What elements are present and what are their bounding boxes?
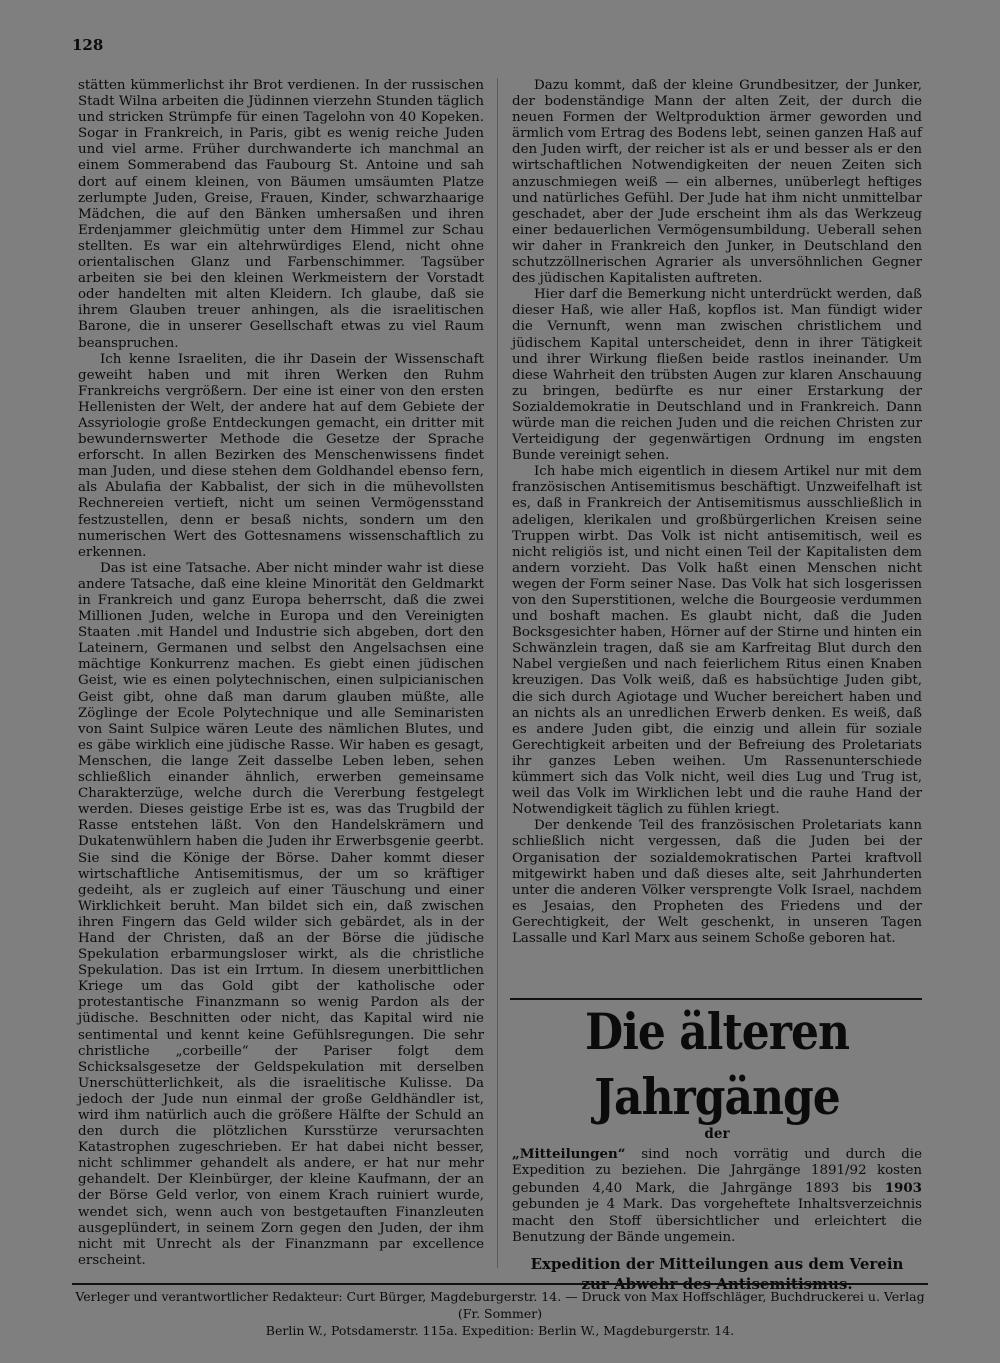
paragraph: Das ist eine Tatsache. Aber nicht minder wahr ist diese andere Tatsache, daß eine kleine Minorität den Geldmarkt in Frankreich und ganz Europa beherrscht, daß die zwei Millionen Juden, welche in Europa und den Vereinigten Staaten .mit Handel und Industrie sich abgeben, dort den Lateinern, Germanen und selbst den Angelsachsen eine mächtige Konkurrenz machen. Es giebt einen jüdischen Geist, wie es einen polytechnischen, einen sulpicianischen Geist gibt, ohne daß man darum glauben müßte, alle Zöglinge der Ecole Polytechnique und alle Seminaristen von Saint Sulpice wären Leute des nämlichen Blutes, und es gäbe wirklich eine jüdische Rasse. Wir haben es gesagt, Menschen, die lange Zeit dasselbe Leben leben, sehen schließlich einander ähnlich, erwerben gemeinsame Charakterzüge, welche durch die Vererbung festgelegt werden. Dieses geistige Erbe ist es, was das Trugbild der Rasse entstehen läßt. Von den Handelskrämern und Dukatenwühlern haben die Juden ihr Erwerbsgenie geerbt. Sie sind die Könige der Börse. Daher kommt dieser wirtschaftliche Antisemitismus, der um so kräftiger gedeiht, als er zugleich auf einer Täuschung und einer Wirklichkeit beruht. Man bildet sich ein, daß zwischen ihren Fingern das Geld wilder sich gebärdet, als in der Hand der Christen, daß an der Börse die jüdische Spekulation erbarmungsloser wirkt, als die christliche Spekulation. Das ist ein Irrtum. In diesem unerbittlichen Kriege um das Gold gibt der katholische oder protestantische Finanzmann so wenig Pardon als der jüdische. Beschnitten oder nicht, das Kapital wird nie sentimental und kennt keine Gefühlsregungen. Die sehr christliche „corbeille“ der Pariser folgt dem Schicksalsgesetze der Geldspekulation mit derselben Unerschütterlichkeit, als die israelitische Kulisse. Da jedoch der Jude nun einmal der große Geldhändler ist, wird ihm natürlich auch die größere Hälfte der Schuld an den durch die plötzlichen Kursstürze verursachten Katastrophen zugeschrieben. Er hat dabei nicht besser, nicht schlimmer gehandelt als andere, er hat nur mehr gehandelt. Der Kleinbürger, der kleine Kaufmann, der an der Börse Geld verlor, von einem Krach ruiniert wurde, wendet sich, wenn auch von bestgetauften Finanzleuten ausgeplündert, in seinem Zorn gegen den Juden, der ihm nicht mit Unrecht als der Finanzmann par excellence erscheint. <box>78 560 484 1268</box>
left-column <box>78 78 484 1269</box>
advertisement-der: der <box>704 1126 730 1142</box>
page-number: 128 <box>72 36 104 54</box>
imprint-line: Berlin W., Potsdamerstr. 115a. Expedition: Berlin W., Magdeburgerstr. 14. <box>265 1323 735 1338</box>
paragraph: Hier darf die Bemerkung nicht unterdrückt werden, daß dieser Haß, wie aller Haß, kopflos ist. Man fündigt wider die Vernunft, wenn man zwischen christlichem und jüdischem Kapital unterscheidet, denn in ihrer Tätigkeit und ihrer Wirkung fließen beide rastlos ineinander. Um diese Wahrheit den trübsten Augen zur klaren Anschauung zu bringen, bedürfte es nur einer Erstarkung der Sozialdemokratie in Deutschland und in Frankreich. Dann würde man die reichen Juden und die reichen Christen zur Verteidigung der gegenwärtigen Ordnung im engsten Bunde vereinigt sehen. <box>512 287 922 464</box>
advertisement <box>512 1004 922 1294</box>
mitteilungen-title: „Mitteilungen“ <box>512 1146 626 1162</box>
paragraph: Der denkende Teil des französischen Proletariats kann schließlich nicht vergessen, daß die Juden bei der Organisation der sozialdemokratischen Partei kraftvoll mitgewirkt haben und daß dieses alte, seit Jahrhunderten unter die anderen Völker versprengte Volk Israel, nachdem es Jesaias, den Propheten des Friedens und der Gerechtigkeit, der Welt geschenkt, in unseren Tagen Lassalle und Karl Marx aus seinem Schoße geboren hat. <box>512 818 922 946</box>
imprint <box>72 1288 928 1339</box>
imprint-rule <box>72 1283 928 1285</box>
advertisement-text-1: sind noch vorrätig und durch die Expedition zu beziehen. Die Jahrgänge 1891/92 kosten gebunden 4,40 Mark, die Jahrgänge 1893 bis <box>512 1147 922 1196</box>
advertisement-footer-line: Expedition der Mitteilungen aus dem Verein <box>530 1255 904 1274</box>
paragraph: stätten kümmerlichst ihr Brot verdienen. In der russischen Stadt Wilna arbeiten die Jüdinnen vierzehn Stunden täglich und stricken Strümpfe für einen Tagelohn von 40 Kopeken. Sogar in Frankreich, in Paris, gibt es wenig reiche Juden und viel arme. Früher durchwanderte ich manchmal an einem Sommerabend das Faubourg St. Antoine und sah dort auf einem kleinen, von Bäumen umsäumten Platze zerlumpte Juden, Greise, Frauen, Kinder, schwarzhaarige Mädchen, die auf den Bänken umhersaßen und ihren Erdenjammer gleichmütig unter dem Himmel zur Schau stellten. Es war ein altehrwürdiges Elend, nicht ohne orientalischen Glanz und Farbenschimmer. Tagsüber arbeiten sie bei den kleinen Werkmeistern der Vorstadt oder handelten mit alten Kleidern. Ich glaube, daß sie ihrem Glauben treuer anhingen, als die israelitischen Barone, die in unserer Gesellschaft etwas zu viel Raum beanspruchen. <box>78 78 484 351</box>
advertisement-headline: Die älteren Jahrgänge <box>585 1004 849 1127</box>
column-divider <box>497 78 498 1268</box>
right-column <box>512 78 922 947</box>
advertisement-text-2: gebunden je 4 Mark. Das vorgeheftete Inhaltsverzeichnis macht den Stoff übersichtlicher und erleichtert die Benutzung der Bände ungemein. <box>512 1197 922 1246</box>
advertisement-year: 1903 <box>884 1179 922 1196</box>
advertisement-body <box>512 1146 922 1246</box>
paragraph: Dazu kommt, daß der kleine Grundbesitzer, der Junker, der bodenständige Mann der alten Zeit, der durch die neuen Formen der Weltproduktion ärmer geworden und ärmlich vom Ertrag des Bodens lebt, seinen ganzen Haß auf den Juden wirft, der reicher ist als er und besser als er den wirtschaftlichen Notwendigkeiten der neuen Zeiten sich anzuschmiegen weiß — ein albernes, unüberlegt heftiges und natürliches Gefühl. Der Jude hat ihm nicht unmittelbar geschadet, aber der Jude erscheint ihm als das Werkzeug einer bedauerlichen Vermögensumbildung. Ueberall sehen wir daher in Frankreich den Junker, in Deutschland den schutzzöllnerischen Agrarier als unversöhnlichen Gegner des jüdischen Kapitalisten auftreten. <box>512 78 922 287</box>
advertisement-rule <box>510 998 922 1000</box>
paragraph: Ich kenne Israeliten, die ihr Dasein der Wissenschaft geweiht haben und mit ihren Werken den Ruhm Frankreichs vergrößern. Der eine ist einer von den ersten Hellenisten der Welt, der andere hat auf dem Gebiete der Assyriologie große Entdeckungen gemacht, ein dritter mit bewundernswerter Methode die Gesetze der Sprache erforscht. In allen Bezirken des Menschenwissens findet man Juden, und diese stehen dem Goldhandel ebenso fern, als Abulafia der Kabbalist, der sich in die mühevollsten Rechnereien vertieft, nicht um seinen Vermögensstand festzustellen, denn er besaß nichts, sondern um den numerischen Wert des Gottesnamens wissenschaftlich zu erkennen. <box>78 351 484 560</box>
paragraph: Ich habe mich eigentlich in diesem Artikel nur mit dem französischen Antisemitismus beschäftigt. Unzweifelhaft ist es, daß in Frankreich der Antisemitismus ausschließlich in adeligen, klerikalen und großbürgerlichen Kreisen seine Truppen wirbt. Das Volk ist nicht antisemitisch, weil es nicht religiös ist, und nicht einen Teil der Kapitalisten dem andern vorzieht. Das Volk haßt einen Menschen nicht wegen der Form seiner Nase. Das Volk hat sich losgerissen von den Superstitionen, welche die Bourgeosie verdummen und boshaft machen. Es glaubt nicht, daß die Juden Bocksgesichter haben, Hörner auf der Stirne und hinten ein Schwänzlein tragen, daß sie am Karfreitag Blut durch den Nabel vergießen und nach feierlichem Ritus einen Knaben kreuzigen. Das Volk weiß, daß es habsüchtige Juden gibt, die sich durch Agiotage und Wucher bereichert haben und an nichts als an unredlichen Erwerb denken. Es weiß, daß es andere Juden gibt, die einzig und allein für soziale Gerechtigkeit arbeiten und der Befreiung des Proletariats ihr ganzes Leben weihen. Um Rassenunterschiede kümmert sich das Volk nicht, weil dies Lug und Trug ist, weil das Volk im Wirklichen lebt und die rauhe Hand der Notwendigkeit täglich zu fühlen kriegt. <box>512 464 922 818</box>
imprint-line: Verleger und verantwortlicher Redakteur: Curt Bürger, Magdeburgerstr. 14. — Druck von Max Hoffschläger, Buchdruckerei u. Verlag (Fr. Sommer) <box>75 1289 925 1321</box>
